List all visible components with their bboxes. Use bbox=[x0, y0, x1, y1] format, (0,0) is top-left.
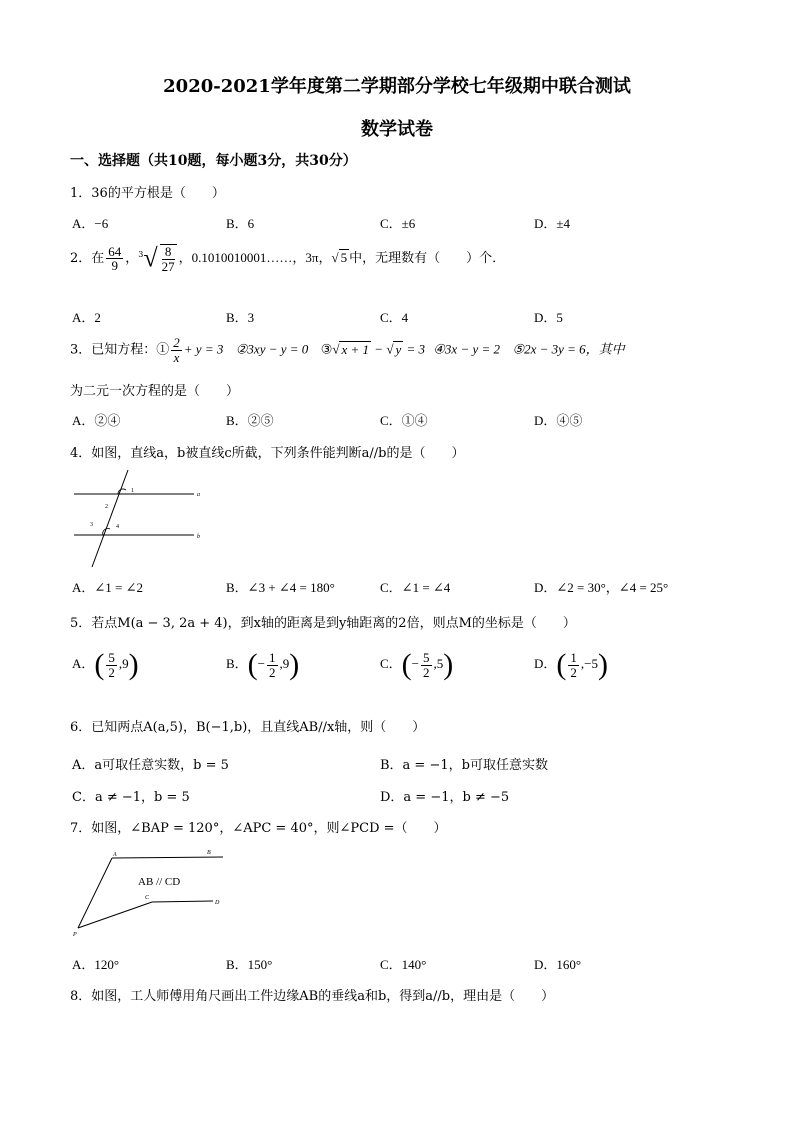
q2-sqrt-5: 5 bbox=[340, 250, 348, 266]
q3-line2: 为二元一次方程的是（ ） bbox=[70, 384, 240, 399]
q1-option-a: A．−6 bbox=[72, 216, 109, 231]
q2-option-d: D．5 bbox=[534, 310, 563, 325]
q3-eq3-radicand-2: y bbox=[395, 341, 402, 357]
q3-eq1-fraction: $\frac{2}{x}$ bbox=[173, 335, 180, 365]
fig-label-a: a bbox=[197, 492, 200, 498]
q7-option-b: B．150° bbox=[226, 957, 273, 972]
fig-label-2: 2 bbox=[105, 504, 108, 510]
q3-eq2: ②3xy − y = 0 bbox=[235, 341, 309, 357]
q3-eq3-mid: − bbox=[371, 341, 387, 357]
fig-label-b: B bbox=[207, 850, 211, 856]
q5-option-c: C．(− $\frac{5}{2}$ ,5) bbox=[380, 648, 454, 681]
radical-sign-icon: √ bbox=[331, 250, 339, 266]
q5-option-b: B．(− $\frac{1}{2}$ ,9) bbox=[226, 648, 300, 681]
q4-option-a: A．∠1 = ∠2 bbox=[72, 580, 144, 595]
q1-option-c: C．±6 bbox=[380, 216, 416, 231]
question-8-stem: 8．如图，工人师傅用角尺画出工件边缘AB的垂线a和b，得到a//b，理由是（ ） bbox=[70, 989, 555, 1004]
q3-eq3-lead: ③ bbox=[320, 342, 333, 358]
q3-option-a: A．②④ bbox=[72, 413, 121, 428]
q2-option-b: B．3 bbox=[226, 310, 255, 325]
fig-label-b: b bbox=[197, 534, 200, 540]
q2-cbrt-index: 3 bbox=[138, 249, 144, 259]
paper-title: 2020-2021学年度第二学期部分学校七年级期中联合测试 bbox=[163, 76, 631, 97]
q4-option-d: D．∠2 = 30°，∠4 = 25° bbox=[534, 580, 669, 595]
q6-option-d: D．a = −1，b ≠ −5 bbox=[380, 790, 510, 805]
q4-option-c: C．∠1 = ∠4 bbox=[380, 580, 451, 595]
paper-subtitle: 数学试卷 bbox=[361, 119, 433, 140]
q1-option-b: B．6 bbox=[226, 216, 255, 231]
segment-ab bbox=[112, 857, 223, 858]
q3-option-d: D．④⑤ bbox=[534, 413, 583, 428]
question-7-stem: 7．如图，∠BAP = 120°，∠APC = 40°，则∠PCD =（ ） bbox=[70, 821, 447, 836]
q5-option-a: A．( $\frac{5}{2}$ ,9) bbox=[72, 648, 139, 681]
q2-tail: 中，无理数有（ ）个． bbox=[349, 251, 506, 267]
q3-option-c: C．①④ bbox=[380, 413, 428, 428]
q5-option-d: D．( $\frac{1}{2}$ ,−5) bbox=[534, 648, 608, 681]
q1-option-d: D．±4 bbox=[534, 216, 571, 231]
q7-option-c: C．140° bbox=[380, 957, 427, 972]
q3-eq3-tail: = 3 bbox=[403, 341, 426, 357]
fig-label-a: A bbox=[113, 852, 117, 858]
question-6-stem: 6．已知两点A(a,5)，B(−1,b)，且直线AB//x轴，则（ ） bbox=[70, 720, 426, 735]
q2-option-a: A．2 bbox=[72, 310, 101, 325]
fig-label-3: 3 bbox=[90, 522, 93, 528]
q6-option-c: C．a ≠ −1，b = 5 bbox=[72, 790, 190, 805]
fig-parallel-note: AB // CD bbox=[138, 876, 181, 888]
q2-middle: ，0.1010010001……，3π， bbox=[178, 250, 332, 266]
q3-eq4: ④3x − y = 2 bbox=[433, 341, 501, 357]
radical-sign-icon: √ bbox=[332, 341, 340, 357]
radical-sign-icon: √ bbox=[386, 341, 394, 357]
q7-option-d: D．160° bbox=[534, 957, 582, 972]
q3-lead: 3．已知方程：① bbox=[70, 342, 170, 358]
fig-label-1: 1 bbox=[131, 488, 134, 494]
segment-cd bbox=[152, 901, 213, 902]
q3-eq3-radicand-1: x + 1 bbox=[341, 341, 370, 357]
q3-eq1-tail: + y = 3 bbox=[183, 341, 224, 357]
question-3-stem bbox=[70, 336, 625, 364]
q6-option-b: B．a = −1，b可取任意实数 bbox=[380, 758, 548, 773]
q3-option-b: B．②⑤ bbox=[226, 413, 274, 428]
q2-lead: 2．在 bbox=[70, 251, 105, 267]
section-heading: 一、选择题（共10题，每小题3分，共30分） bbox=[70, 153, 357, 169]
q2-cbrt-fraction: $\frac{8}{27}$ bbox=[161, 244, 175, 274]
question-1-stem: 1．36的平方根是（ ） bbox=[70, 186, 225, 201]
question-4-stem: 4．如图，直线a，b被直线c所截，下列条件能判断a//b的是（ ） bbox=[70, 446, 465, 461]
fig-label-4: 4 bbox=[116, 524, 119, 530]
fig-label-p: P bbox=[73, 932, 77, 938]
question-2-stem: 2．在 $\frac{64}{9}$ ，$^3$√ $\frac{8}{27}$ ，0.1010010001……，3π，√ 5 中，无理数有（ ）个． bbox=[70, 243, 506, 274]
question-5-stem: 5．若点M(a − 3, 2a + 4)，到x轴的距离是到y轴距离的2倍，则点M的坐标是（ ） bbox=[70, 616, 576, 631]
q6-option-a: A．a可取任意实数，b = 5 bbox=[72, 758, 229, 773]
q7-figure bbox=[70, 846, 230, 941]
q3-eq5: ⑤2x − 3y = 6，其中 bbox=[512, 341, 625, 357]
q2-fraction: $\frac{64}{9}$ bbox=[108, 243, 122, 274]
radical-sign-icon: √ bbox=[143, 243, 158, 273]
q4-option-b: B．∠3 + ∠4 = 180° bbox=[226, 580, 335, 595]
q7-option-a: A．120° bbox=[72, 957, 120, 972]
q2-option-c: C．4 bbox=[380, 310, 409, 325]
fig-label-c: C bbox=[145, 895, 150, 901]
q4-figure bbox=[70, 470, 215, 570]
fig-label-d: D bbox=[215, 900, 220, 906]
line-c bbox=[92, 470, 128, 567]
